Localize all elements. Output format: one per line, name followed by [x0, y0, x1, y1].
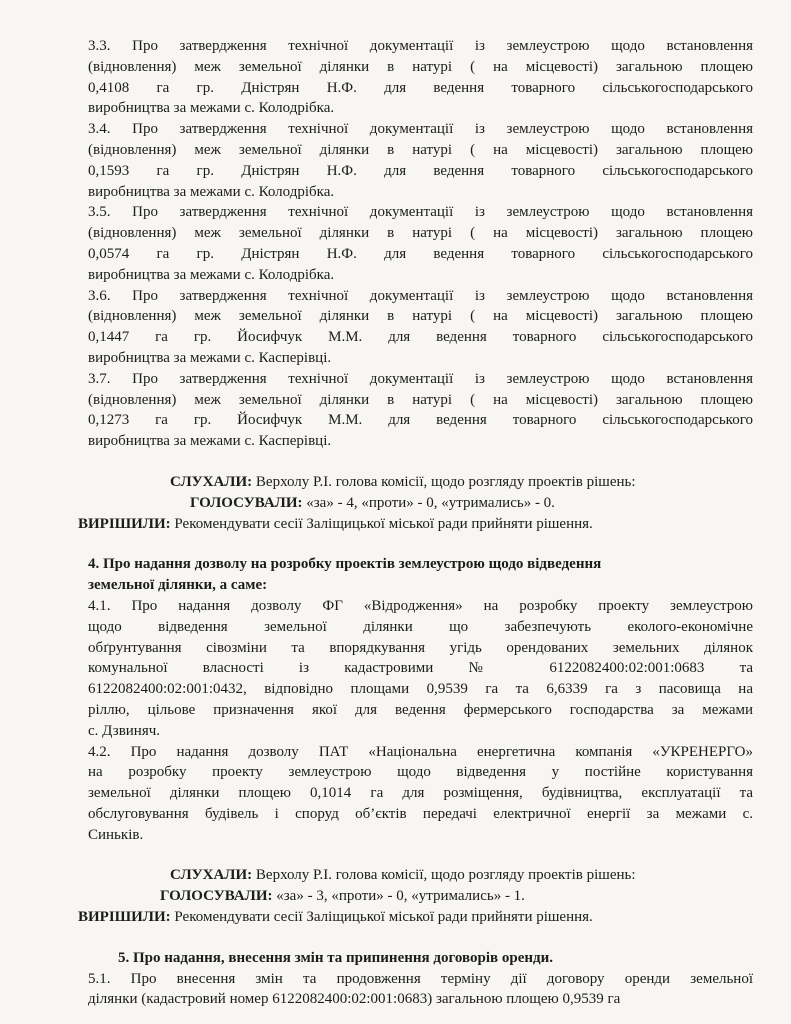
item-line: (відновлення) меж земельної ділянки в натурі ( на місцевості) загальною площею: [88, 391, 753, 408]
item-3-7: [88, 369, 753, 452]
decided-line: ВИРІШИЛИ: Рекомендувати сесії Заліщицької міської ради прийняти рішення.: [78, 909, 593, 926]
voted-line: ГОЛОСУВАЛИ: «за» - 3, «проти» - 0, «утримались» - 1.: [160, 888, 525, 905]
item-number: 3.5: [88, 204, 107, 221]
item-line: Синьків.: [88, 826, 144, 843]
decision-block-2: [78, 865, 753, 927]
section-5-heading: 5. Про надання, внесення змін та припинення договорів оренди.: [118, 949, 554, 966]
item-line: 3.7. Про затвердження технічної документації із землеустрою щодо встановлення: [88, 370, 754, 387]
decided-line: ВИРІШИЛИ: Рекомендувати сесії Заліщицької міської ради прийняти рішення.: [78, 515, 593, 532]
item-3-4: [88, 119, 753, 202]
item-line: виробництва за межами с. Колодрібка.: [88, 183, 335, 200]
heard-line: СЛУХАЛИ: Верхолу Р.І. голова комісії, щодо розгляду проектів рішень:: [170, 867, 636, 884]
item-line: 3.5. Про затвердження технічної документації із землеустрою щодо встановлення: [88, 204, 754, 221]
decision-block-1: [78, 472, 753, 534]
item-number: 3.3: [88, 38, 107, 54]
item-line: 4.2. Про надання дозволу ПАТ «Національна енергетична компанія «УКРЕНЕРГО»: [88, 743, 753, 760]
item-line: виробництва за межами с. Колодрібка.: [88, 100, 335, 117]
item-line: 0,1447 га гр. Йосифчук М.М. для ведення товарного сільськогосподарського: [88, 329, 753, 346]
section-4-heading: 4. Про надання дозволу на розробку проектів землеустрою щодо відведення земельної ділянки, а саме:: [88, 556, 602, 594]
item-line: ріллю, цільове призначення якої для ведення фермерського господарства за межами: [88, 701, 753, 718]
item-line: земельної ділянки площею 0,1014 га для розміщення, будівництва, експлуатації та: [88, 785, 753, 802]
item-line: щодо відведення земельної ділянки що забезпечують еколого-економічне: [88, 618, 753, 635]
item-line: 0,1273 га гр. Йосифчук М.М. для ведення товарного сільськогосподарського: [88, 412, 753, 429]
item-line: (відновлення) меж земельної ділянки в натурі ( на місцевості) загальною площею: [88, 308, 753, 325]
item-4-2: [88, 742, 753, 846]
item-line: ділянки (кадастровий номер 6122082400:02:001:0683) загальною площею 0,9539 га: [88, 991, 621, 1008]
item-3-6: [88, 286, 753, 369]
item-line: 3.4. Про затвердження технічної документації із землеустрою щодо встановлення: [88, 121, 754, 138]
item-line: виробництва за межами с. Касперівці.: [88, 349, 332, 366]
section-4: [88, 554, 753, 845]
item-3-5: [88, 202, 753, 285]
item-line: 0,0574 га гр. Дністрян Н.Ф. для ведення товарного сільськогосподарського: [88, 245, 753, 262]
item-number: 3.7: [88, 370, 107, 387]
item-line: 3.3. Про затвердження технічної документації із землеустрою щодо встановлення: [88, 38, 754, 54]
item-line: 4.1. Про надання дозволу ФГ «Відродження» на розробку проекту землеустрою: [88, 597, 753, 614]
item-line: виробництва за межами с. Касперівці.: [88, 433, 332, 450]
item-line: 0,1593 га гр. Дністрян Н.Ф. для ведення товарного сільськогосподарського: [88, 162, 753, 179]
item-line: (відновлення) меж земельної ділянки в натурі ( на місцевості) загальною площею: [88, 225, 753, 242]
item-line: обслуговування будівель і споруд об’єктів передачі електричної енергії за межами с.: [88, 805, 753, 822]
item-4-1: [88, 596, 753, 742]
item-line: 5.1. Про внесення змін та продовження терміну дії договору оренди земельної: [88, 970, 753, 987]
section-5: [88, 948, 753, 1010]
item-5-1: [88, 969, 753, 1011]
item-line: с. Дзвиняч.: [88, 722, 161, 739]
voted-line: ГОЛОСУВАЛИ: «за» - 4, «проти» - 0, «утримались» - 0.: [190, 494, 555, 511]
section-3-items: [88, 36, 753, 452]
item-line: комунальної власності із кадастровими № 6122082400:02:001:0683 та: [88, 660, 753, 677]
item-line: на розробку проекту землеустрою щодо відведення у постійне користування: [88, 764, 753, 781]
item-3-3: [88, 36, 753, 119]
item-line: 0,4108 га гр. Дністрян Н.Ф. для ведення товарного сільськогосподарського: [88, 79, 753, 96]
item-line: (відновлення) меж земельної ділянки в натурі ( на місцевості) загальною площею: [88, 58, 753, 75]
item-line: (відновлення) меж земельної ділянки в натурі ( на місцевості) загальною площею: [88, 141, 753, 158]
item-line: 6122082400:02:001:0432, відповідно площами 0,9539 га та 6,6339 га з пасовища на: [88, 681, 753, 698]
item-line: виробництва за межами с. Колодрібка.: [88, 266, 335, 283]
document-page: [78, 36, 754, 1010]
item-number: 3.6: [88, 287, 107, 304]
item-number: 3.4: [88, 121, 107, 138]
heard-line: СЛУХАЛИ: Верхолу Р.І. голова комісії, щодо розгляду проектів рішень:: [170, 473, 636, 490]
item-line: обґрунтування сівозміни та впорядкування угідь орендованих земельних ділянок: [88, 639, 753, 656]
item-line: 3.6. Про затвердження технічної документації із землеустрою щодо встановлення: [88, 287, 754, 304]
